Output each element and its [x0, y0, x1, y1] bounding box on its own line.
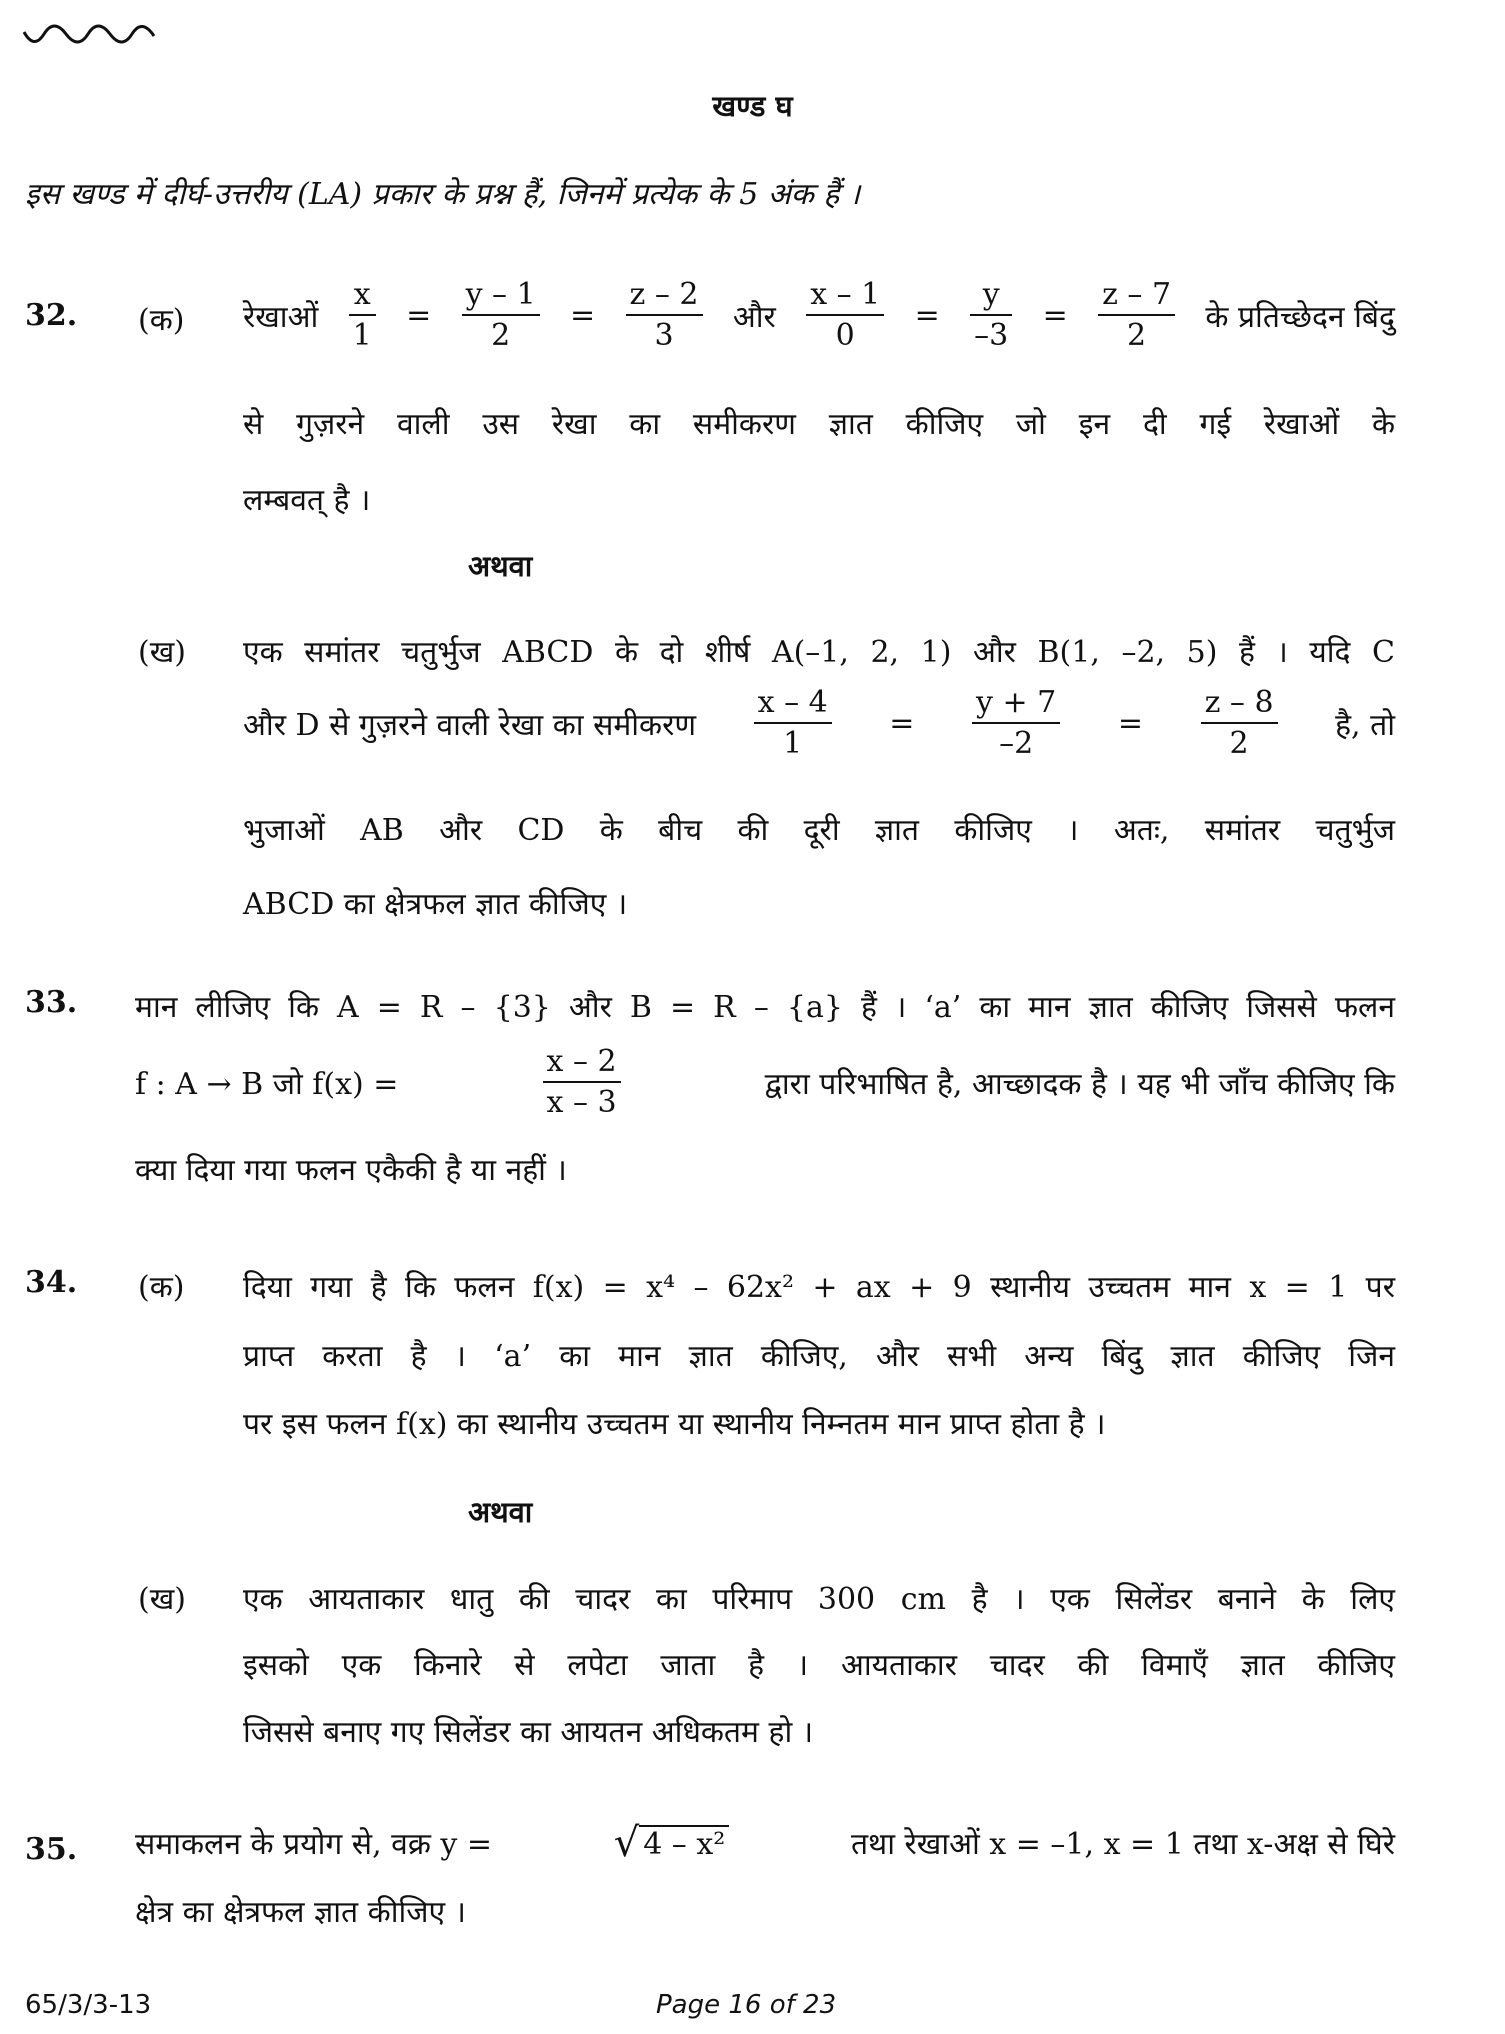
- text: और D से गुज़रने वाली रेखा का समीकरण: [243, 707, 697, 743]
- text: और: [732, 299, 776, 335]
- or-separator: अथवा: [468, 1495, 533, 1529]
- q32b-line2: [243, 686, 1395, 760]
- equals: =: [1117, 705, 1143, 741]
- text: समाकलन के प्रयोग से, वक्र y =: [135, 1827, 493, 1862]
- part-label: (ख): [138, 1582, 186, 1617]
- equals: =: [406, 297, 432, 333]
- q34a-line2: प्राप्त करता है । ‘a’ का मान ज्ञात कीजिए, और सभी अन्य बिंदु ज्ञात कीजिए जिन: [243, 1339, 1395, 1374]
- q33-line3: क्या दिया गया फलन एकैकी है या नहीं ।: [135, 1153, 567, 1188]
- question-number: 34.: [25, 1265, 78, 1300]
- part-label: (ख): [138, 635, 186, 670]
- section-heading: खण्ड घ: [712, 89, 793, 123]
- wave-mark-icon: [22, 22, 157, 52]
- paper-code: 65/3/3-13: [25, 1990, 152, 2020]
- q32b-line4: ABCD का क्षेत्रफल ज्ञात कीजिए ।: [243, 887, 628, 922]
- q32a-line2: से गुज़रने वाली उस रेखा का समीकरण ज्ञात कीजिए जो इन दी गई रेखाओं के: [243, 407, 1395, 442]
- question-number: 35.: [25, 1832, 78, 1867]
- q34b-line2: इसको एक किनारे से लपेटा जाता है । आयताकार चादर की विमाएँ ज्ञात कीजिए: [243, 1648, 1395, 1683]
- q32b-line3: भुजाओं AB और CD के बीच की दूरी ज्ञात कीजिए । अतः, समांतर चतुर्भुज: [243, 813, 1395, 848]
- text: रेखाओं: [243, 299, 319, 335]
- fraction: $\frac{y + 7}{-2}$: [972, 686, 1060, 760]
- part-label: (क): [138, 1270, 185, 1305]
- q33-line2: [135, 1045, 1395, 1119]
- part-label: (क): [138, 303, 185, 338]
- or-separator: अथवा: [468, 549, 533, 583]
- fraction: $\frac{x}{1}$: [349, 278, 376, 352]
- q32b-line1: एक समांतर चतुर्भुज ABCD के दो शीर्ष A(–1, 2, 1) और B(1, –2, 5) हैं । यदि C: [243, 635, 1395, 670]
- equals: =: [570, 297, 596, 333]
- page-number: Page 16 of 23: [656, 1990, 837, 2020]
- fraction: $\frac{z - 8}{2}$: [1201, 686, 1278, 760]
- question-number: 33.: [25, 985, 78, 1020]
- equals: =: [889, 705, 915, 741]
- text: है, तो: [1335, 707, 1395, 743]
- fraction: $\frac{z - 7}{2}$: [1098, 278, 1175, 352]
- equals: =: [914, 297, 940, 333]
- text: f : A → B जो f(x) =: [135, 1066, 399, 1102]
- fraction: $\frac{x - 1}{0}$: [806, 278, 884, 352]
- fraction: $\frac{x - 4}{1}$: [754, 686, 832, 760]
- q34b-line1: एक आयताकार धातु की चादर का परिमाप 300 cm है । एक सिलेंडर बनाने के लिए: [243, 1582, 1395, 1617]
- q34b-line3: जिससे बनाए गए सिलेंडर का आयतन अधिकतम हो ।: [243, 1715, 814, 1750]
- fraction: $\frac{z - 2}{3}$: [626, 278, 703, 352]
- q34a-line1: दिया गया है कि फलन f(x) = x⁴ – 62x² + ax + 9 स्थानीय उच्चतम मान x = 1 पर: [243, 1270, 1395, 1305]
- q32a-line3: लम्बवत् है ।: [243, 483, 371, 518]
- question-number: 32.: [25, 298, 78, 333]
- fraction: $\frac{x - 2}{x - 3}$: [543, 1045, 621, 1119]
- q32a-line1: [243, 278, 1395, 352]
- section-instructions: इस खण्ड में दीर्घ-उत्तरीय (LA) प्रकार के प्रश्न हैं, जिनमें प्रत्येक के 5 अंक हैं ।: [25, 177, 861, 212]
- q35-line1: [135, 1819, 1395, 1866]
- fraction: $\frac{y - 1}{2}$: [462, 278, 540, 352]
- q35-line2: क्षेत्र का क्षेत्रफल ज्ञात कीजिए ।: [135, 1895, 467, 1930]
- fraction: $\frac{y}{-3}$: [970, 278, 1012, 352]
- q33-line1: मान लीजिए कि A = R – {3} और B = R – {a} हैं । ‘a’ का मान ज्ञात कीजिए जिससे फलन: [135, 990, 1395, 1025]
- square-root: √ 4 – x²: [614, 1823, 730, 1863]
- q34a-line3: पर इस फलन f(x) का स्थानीय उच्चतम या स्थानीय निम्नतम मान प्राप्त होता है ।: [243, 1407, 1106, 1442]
- text: के प्रतिच्छेदन बिंदु: [1205, 299, 1395, 335]
- equals: =: [1042, 297, 1068, 333]
- text: द्वारा परिभाषित है, आच्छादक है । यह भी जाँच कीजिए कि: [764, 1066, 1395, 1102]
- text: तथा रेखाओं x = –1, x = 1 तथा x-अक्ष से घिरे: [850, 1827, 1395, 1862]
